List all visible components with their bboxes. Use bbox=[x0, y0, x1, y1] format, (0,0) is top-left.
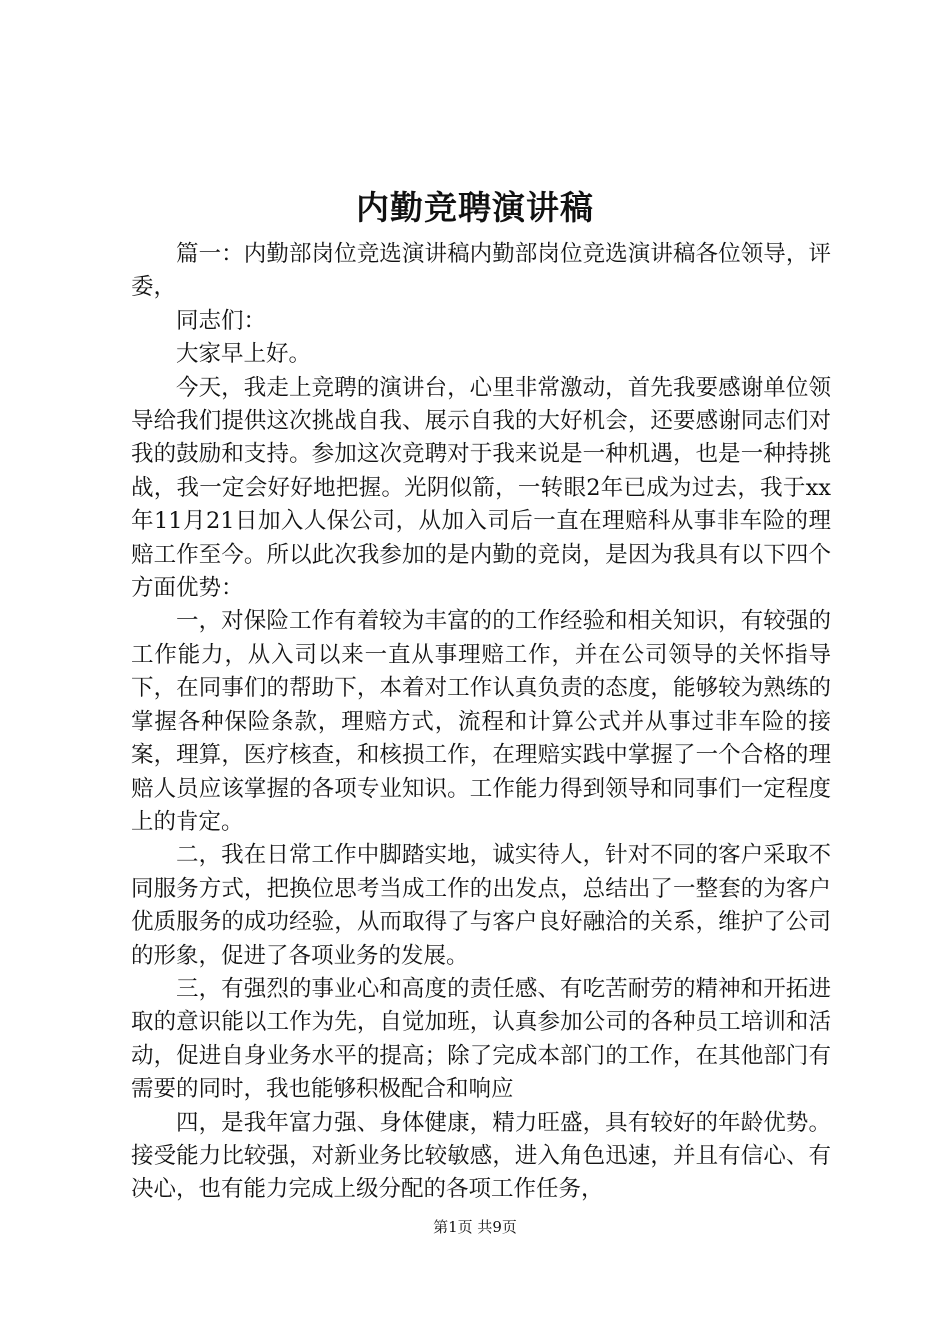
paragraph-salutation: 同志们： bbox=[176, 307, 267, 334]
paragraph-intro: 篇一：内勤部岗位竞选演讲稿内勤部岗位竞选演讲稿各位领导，评委， bbox=[131, 241, 831, 301]
document-title: 内勤竞聘演讲稿 bbox=[356, 188, 594, 227]
paragraph-advantage-4: 四，是我年富力强、身体健康，精力旺盛，具有较好的年龄优势。接受能力比较强，对新业务比较敏感，进入角色迅速，并且有信心、有决心，也有能力完成上级分配的各项工作任务， bbox=[131, 1109, 831, 1203]
document-body bbox=[131, 238, 831, 1207]
page-footer: 第1页 共9页 bbox=[433, 1218, 517, 1236]
paragraph-advantage-1: 一，对保险工作有着较为丰富的的工作经验和相关知识，有较强的工作能力，从入司以来一直从事理赔工作，并在公司领导的关怀指导下，在同事们的帮助下，本着对工作认真负责的态度，能够较为熟练的掌握各种保险条款，理赔方式，流程和计算公式并从事过非车险的接案，理算，医疗核查，和核损工作，在理赔实践中掌握了一个合格的理赔人员应该掌握的各项专业知识。工作能力得到领导和同事们一定程度上的肯定。 bbox=[131, 608, 831, 835]
paragraph-advantage-2: 二，我在日常工作中脚踏实地，诚实待人，针对不同的客户采取不同服务方式，把换位思考当成工作的出发点，总结出了一整套的为客户优质服务的成功经验，从而取得了与客户良好融洽的关系，维护了公司的形象，促进了各项业务的发展。 bbox=[131, 842, 831, 969]
paragraph-opening: 今天，我走上竞聘的演讲台，心里非常激动，首先我要感谢单位领导给我们提供这次挑战自我、展示自我的大好机会，还要感谢同志们对我的鼓励和支持。参加这次竞聘对于我来说是一种机遇，也是一种持挑战，我一定会好好地把握。光阴似箭，一转眼2年已成为过去，我于xx年11月21日加入人保公司，从加入司后一直在理赔科从事非车险的理赔工作至今。所以此次我参加的是内勤的竞岗，是因为我具有以下四个方面优势： bbox=[131, 374, 831, 602]
paragraph-advantage-3: 三，有强烈的事业心和高度的责任感、有吃苦耐劳的精神和开拓进取的意识能以工作为先，自觉加班，认真参加公司的各种员工培训和活动，促进自身业务水平的提高；除了完成本部门的工作，在其他部门有需要的同时，我也能够积极配合和响应 bbox=[131, 975, 831, 1103]
paragraph-greeting: 大家早上好。 bbox=[176, 341, 312, 368]
